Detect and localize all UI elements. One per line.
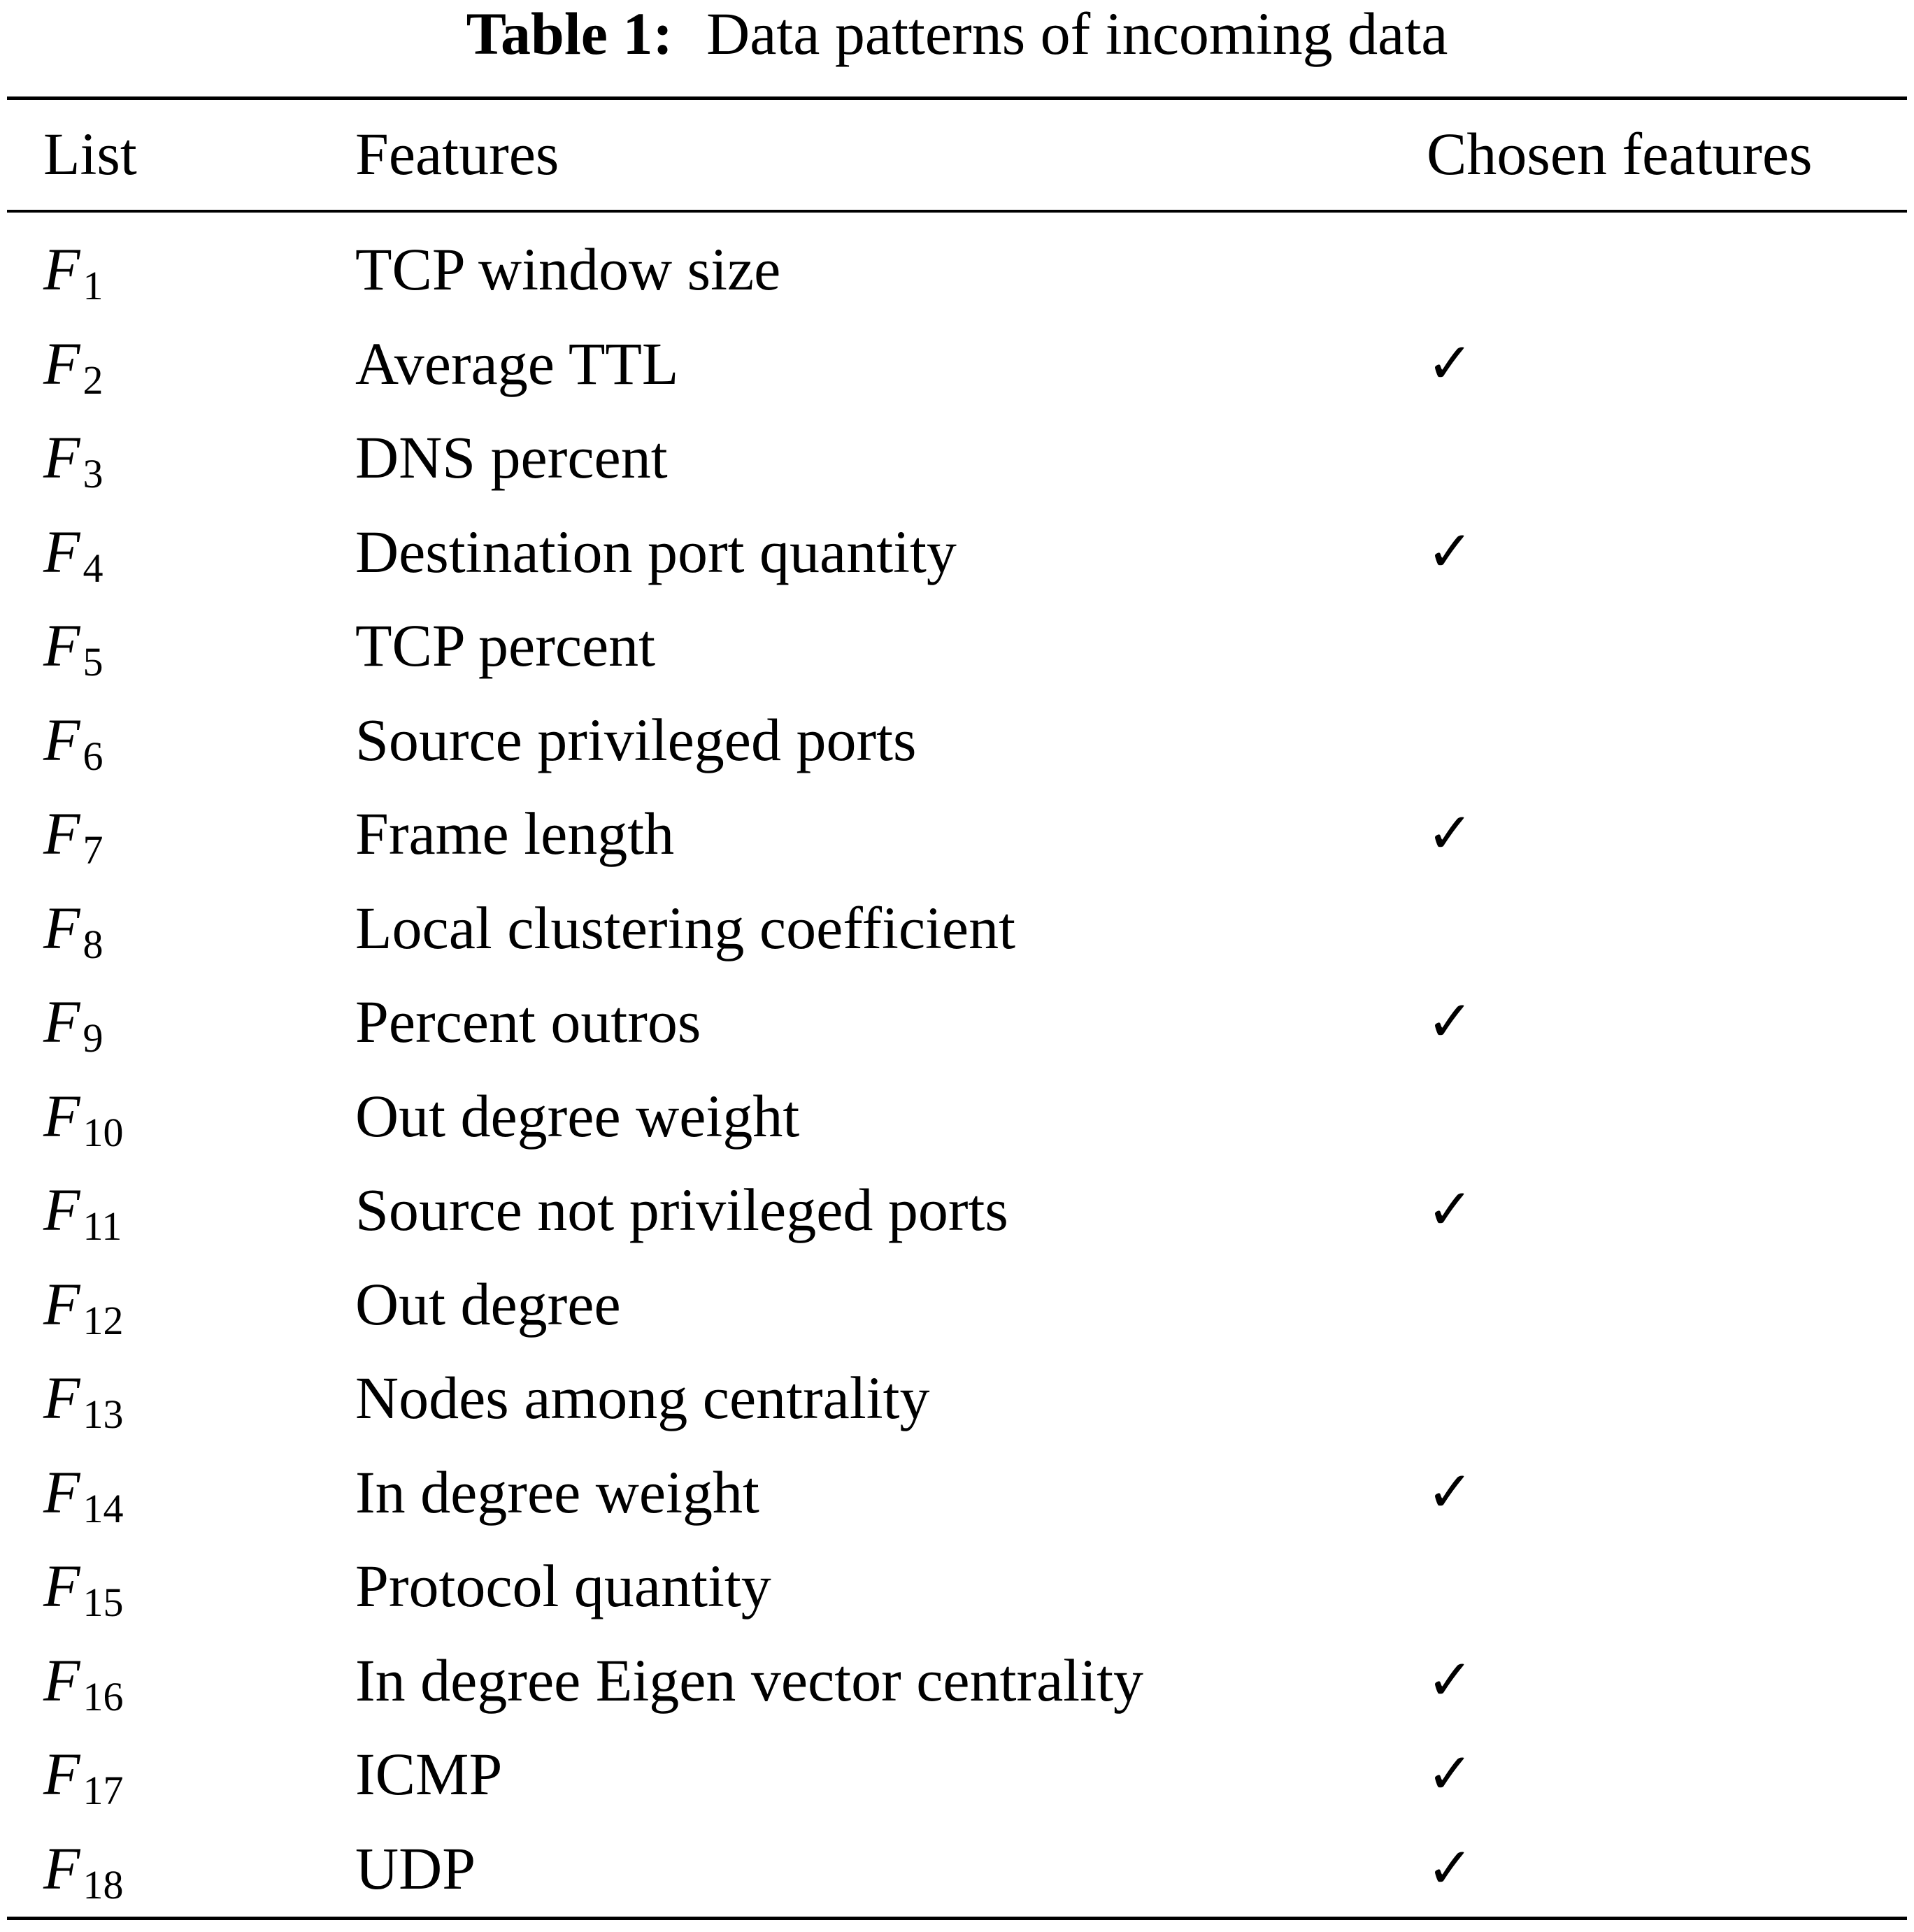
check-icon: ✓ xyxy=(1427,1163,1473,1257)
feature-name: Out degree weight xyxy=(355,1069,799,1164)
table-row xyxy=(0,1163,1914,1257)
feature-symbol: F xyxy=(43,330,80,397)
feature-name: Nodes among centrality xyxy=(355,1351,930,1445)
check-icon: ✓ xyxy=(1427,1633,1473,1728)
feature-symbol: F xyxy=(43,236,80,303)
feature-subscript: 16 xyxy=(83,1674,124,1719)
table-row xyxy=(0,1822,1914,1916)
feature-symbol: F xyxy=(43,988,80,1055)
feature-subscript: 2 xyxy=(83,357,103,403)
feature-name: Average TTL xyxy=(355,317,678,411)
table-header xyxy=(0,105,1914,203)
feature-symbol: F xyxy=(43,706,80,773)
check-icon: ✓ xyxy=(1427,505,1473,599)
table-row xyxy=(0,1727,1914,1822)
table-body xyxy=(0,222,1914,1915)
feature-symbol: F xyxy=(43,1082,80,1150)
table-row xyxy=(0,975,1914,1069)
feature-subscript: 8 xyxy=(83,922,103,967)
header-list: List xyxy=(43,105,137,203)
feature-symbol: F xyxy=(43,1740,80,1808)
check-icon: ✓ xyxy=(1427,317,1473,411)
table-row xyxy=(0,881,1914,975)
feature-symbol: F xyxy=(43,1835,80,1902)
check-icon: ✓ xyxy=(1427,787,1473,881)
feature-symbol: F xyxy=(43,894,80,961)
feature-subscript: 13 xyxy=(83,1391,124,1437)
feature-name: Out degree xyxy=(355,1257,621,1352)
feature-subscript: 14 xyxy=(83,1486,124,1531)
feature-symbol: F xyxy=(43,1647,80,1714)
caption-text: Data patterns of incoming data xyxy=(706,0,1448,67)
feature-name: ICMP xyxy=(355,1727,502,1822)
feature-subscript: 4 xyxy=(83,545,103,591)
feature-name: TCP percent xyxy=(355,599,655,693)
feature-subscript: 18 xyxy=(83,1862,124,1908)
feature-symbol: F xyxy=(43,1552,80,1619)
feature-symbol: F xyxy=(43,1176,80,1243)
table-row xyxy=(0,1069,1914,1164)
feature-symbol: F xyxy=(43,1271,80,1338)
table-row xyxy=(0,1633,1914,1728)
table-row xyxy=(0,1257,1914,1352)
feature-subscript: 17 xyxy=(83,1768,124,1813)
feature-name: UDP xyxy=(355,1822,476,1916)
header-features: Features xyxy=(355,105,559,203)
top-rule xyxy=(7,96,1907,100)
table-row xyxy=(0,599,1914,693)
feature-symbol: F xyxy=(43,1459,80,1526)
table-row xyxy=(0,317,1914,411)
table-caption xyxy=(0,0,1914,70)
header-rule xyxy=(7,210,1907,213)
table-row xyxy=(0,693,1914,787)
feature-symbol: F xyxy=(43,518,80,585)
feature-name: Frame length xyxy=(355,787,674,881)
feature-subscript: 9 xyxy=(83,1015,103,1061)
check-icon: ✓ xyxy=(1427,1445,1473,1540)
feature-subscript: 5 xyxy=(83,639,103,685)
caption-label: Table 1: xyxy=(466,0,673,67)
feature-subscript: 10 xyxy=(83,1110,124,1155)
feature-name: DNS percent xyxy=(355,410,668,505)
feature-name: Percent outros xyxy=(355,975,701,1069)
check-icon: ✓ xyxy=(1427,1822,1473,1916)
table-row xyxy=(0,505,1914,599)
table-row xyxy=(0,222,1914,317)
check-icon: ✓ xyxy=(1427,975,1473,1069)
feature-subscript: 3 xyxy=(83,451,103,496)
table-row xyxy=(0,410,1914,505)
table-row xyxy=(0,1445,1914,1540)
feature-name: Local clustering coefficient xyxy=(355,881,1015,975)
feature-name: Source not privileged ports xyxy=(355,1163,1008,1257)
feature-subscript: 7 xyxy=(83,827,103,873)
table-row xyxy=(0,1351,1914,1445)
bottom-rule xyxy=(7,1917,1907,1920)
feature-name: In degree Eigen vector centrality xyxy=(355,1633,1143,1728)
table-row xyxy=(0,1539,1914,1633)
feature-name: TCP window size xyxy=(355,222,780,317)
feature-name: In degree weight xyxy=(355,1445,759,1540)
feature-symbol: F xyxy=(43,1364,80,1431)
feature-symbol: F xyxy=(43,612,80,679)
table-row xyxy=(0,787,1914,881)
feature-subscript: 6 xyxy=(83,734,103,779)
header-chosen-features: Chosen features xyxy=(1427,105,1813,203)
feature-subscript: 12 xyxy=(83,1298,124,1343)
feature-name: Protocol quantity xyxy=(355,1539,771,1633)
feature-subscript: 11 xyxy=(83,1203,122,1249)
feature-name: Source privileged ports xyxy=(355,693,916,787)
check-icon: ✓ xyxy=(1427,1727,1473,1822)
feature-name: Destination port quantity xyxy=(355,505,957,599)
feature-symbol: F xyxy=(43,424,80,491)
feature-subscript: 15 xyxy=(83,1580,124,1625)
feature-symbol: F xyxy=(43,800,80,867)
feature-subscript: 1 xyxy=(83,263,103,308)
feature-id xyxy=(43,1822,124,1932)
